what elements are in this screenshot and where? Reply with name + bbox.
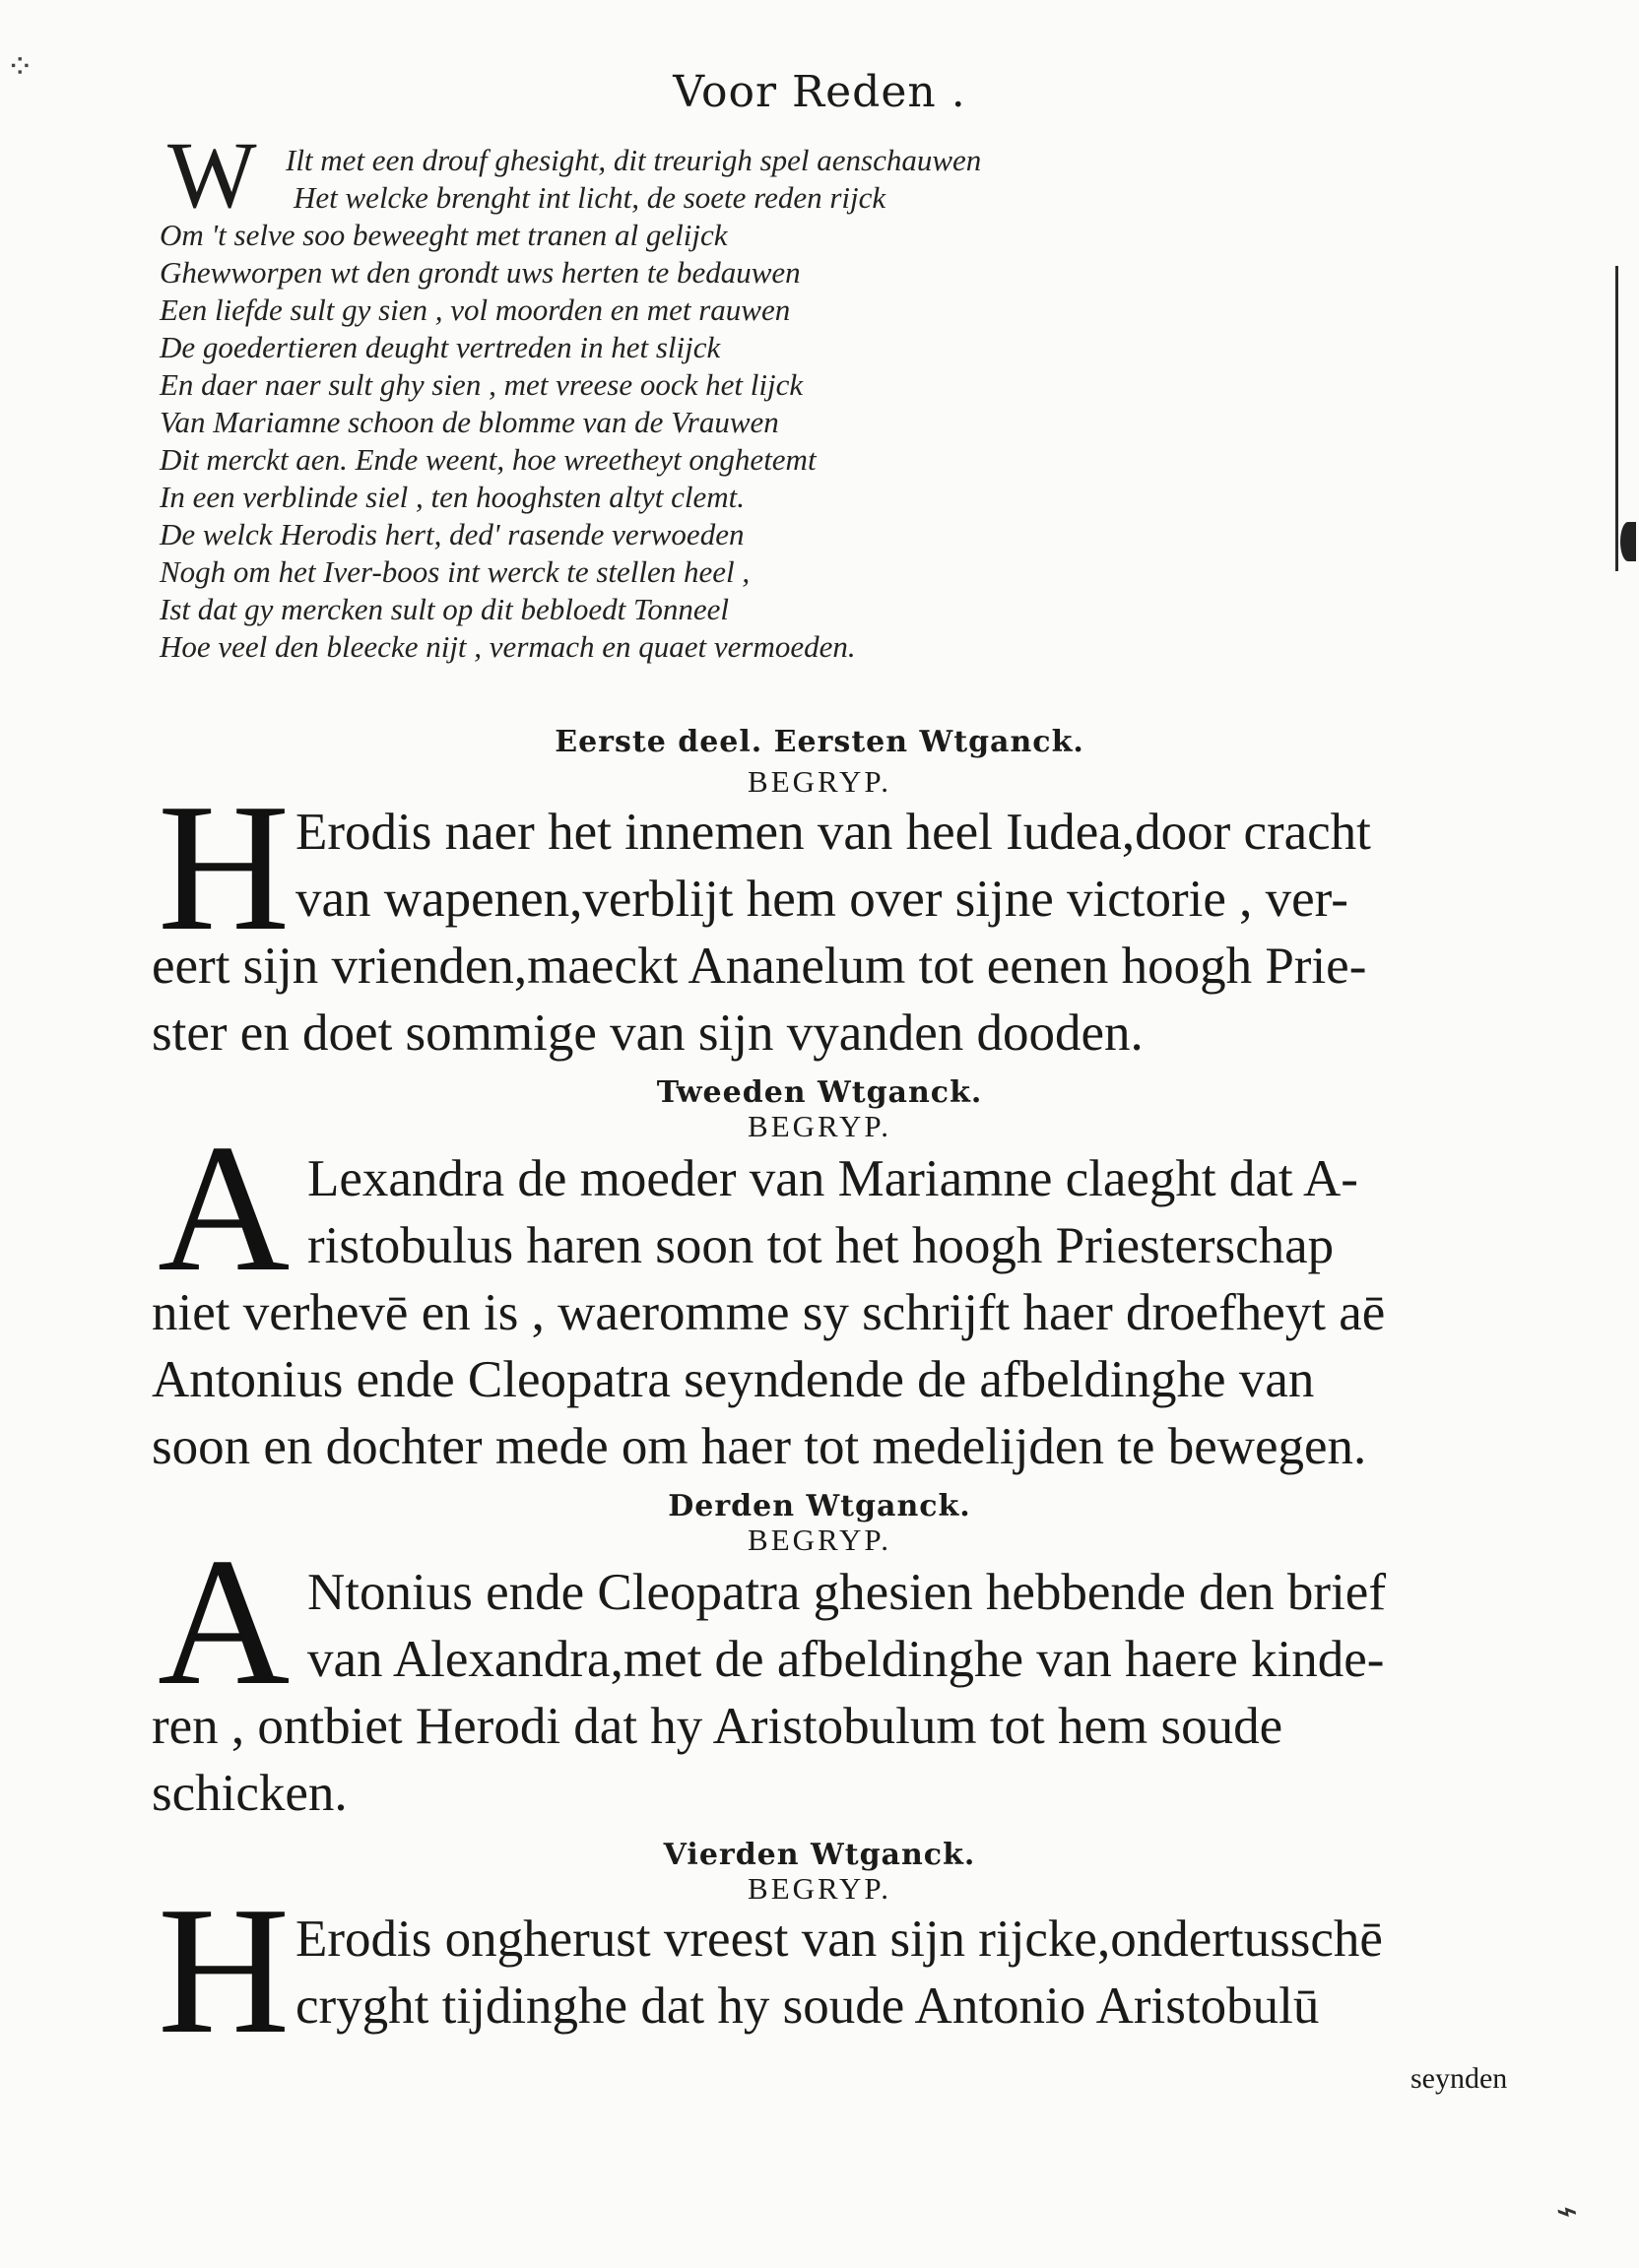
section-dropcap: A [158, 1521, 291, 1723]
poem-line: Om 't selve soo beweeght met tranen al gelijck [160, 218, 728, 252]
poem-line: Het welcke brenght int licht, de soete reden rijck [294, 180, 886, 215]
prose-line: schicken. [152, 1765, 348, 1822]
section-heading: Derden Wtganck. [668, 1489, 971, 1523]
prose-line: Antonius ende Cleopatra seyndende de afbeldinghe van [152, 1351, 1315, 1408]
prose-line: niet verhevē en is , waeromme sy schrijft haer droefheyt aē [152, 1284, 1386, 1341]
prose-line: van wapenen,verblijt hem over sijne victorie , ver- [295, 871, 1348, 928]
prose-line: ren , ontbiet Herodi dat hy Aristobulum tot hem soude [152, 1698, 1283, 1755]
prose-line: eert sijn vrienden,maeckt Ananelum tot eenen hoogh Prie- [152, 938, 1367, 995]
prose-line: Erodis naer het innemen van heel Iudea,door cracht [295, 804, 1371, 861]
poem-line: Nogh om het Iver-boos int werck te stellen heel , [160, 554, 751, 589]
ink-blot-icon [1620, 522, 1636, 561]
prose-line: ristobulus haren soon tot het hoogh Priesterschap [307, 1217, 1335, 1274]
section-heading: Tweeden Wtganck. [656, 1075, 983, 1110]
poem-line: Een liefde sult gy sien , vol moorden en met rauwen [160, 292, 791, 327]
poem-line: De welck Herodis hert, ded' rasende verwoeden [160, 517, 745, 551]
section-dropcap: A [158, 1107, 291, 1310]
poem-line: Ghewworpen wt den grondt uws herten te bedauwen [160, 255, 801, 290]
catchword: seynden [1410, 2062, 1508, 2095]
prose-line: Lexandra de moeder van Mariamne claeght dat A- [307, 1150, 1358, 1207]
poem-dropcap: W [167, 122, 257, 227]
poem-line: En daer naer sult ghy sien , met vreese oock het lijck [160, 367, 804, 402]
poem-line: Van Mariamne schoon de blomme van de Vrauwen [160, 405, 779, 439]
prose-line: van Alexandra,met de afbeldinghe van haere kinde- [307, 1631, 1385, 1688]
section-subheading: BEGRYP. [748, 1109, 891, 1143]
prose-line: Ntonius ende Cleopatra ghesien hebbende den brief [307, 1564, 1386, 1621]
poem-line: Ilt met een drouf ghesight, dit treurigh spel aenschauwen [286, 143, 982, 177]
section-subheading: BEGRYP. [748, 764, 891, 799]
poem-line: Dit merckt aen. Ende weent, hoe wreetheyt onghetemt [160, 442, 817, 477]
section-subheading: BEGRYP. [748, 1523, 891, 1557]
section-dropcap: H [158, 1869, 291, 2072]
poem-line: In een verblinde siel , ten hooghsten altyt clemt. [160, 480, 745, 514]
prose-line: soon en dochter mede om haer tot medelijden te bewegen. [152, 1418, 1367, 1475]
poem-line: Ist dat gy mercken sult op dit bebloedt Tonneel [160, 592, 729, 626]
stain-mark-icon: ⁘ [6, 47, 34, 87]
section-heading: Eerste deel. Eersten Wtganck. [555, 725, 1084, 759]
poem-line: De goedertieren deught vertreden in het slijck [160, 330, 721, 364]
section-subheading: BEGRYP. [748, 1871, 891, 1906]
section-heading: Vierden Wtganck. [663, 1838, 976, 1872]
prose-line: cryght tijdinghe dat hy soude Antonio Aristobulū [295, 1977, 1320, 2035]
page-title: Voor Reden . [673, 67, 966, 117]
section-dropcap: H [158, 766, 291, 969]
page-edge-rule [1615, 266, 1618, 571]
prose-line: Erodis ongherust vreest van sijn rijcke,ondertusschē [295, 1911, 1383, 1968]
poem-line: Hoe veel den bleecke nijt , vermach en quaet vermoeden. [160, 629, 856, 664]
prose-line: ster en doet sommige van sijn vyanden dooden. [152, 1004, 1144, 1062]
stain-mark-icon: ⌁ [1552, 2189, 1582, 2234]
